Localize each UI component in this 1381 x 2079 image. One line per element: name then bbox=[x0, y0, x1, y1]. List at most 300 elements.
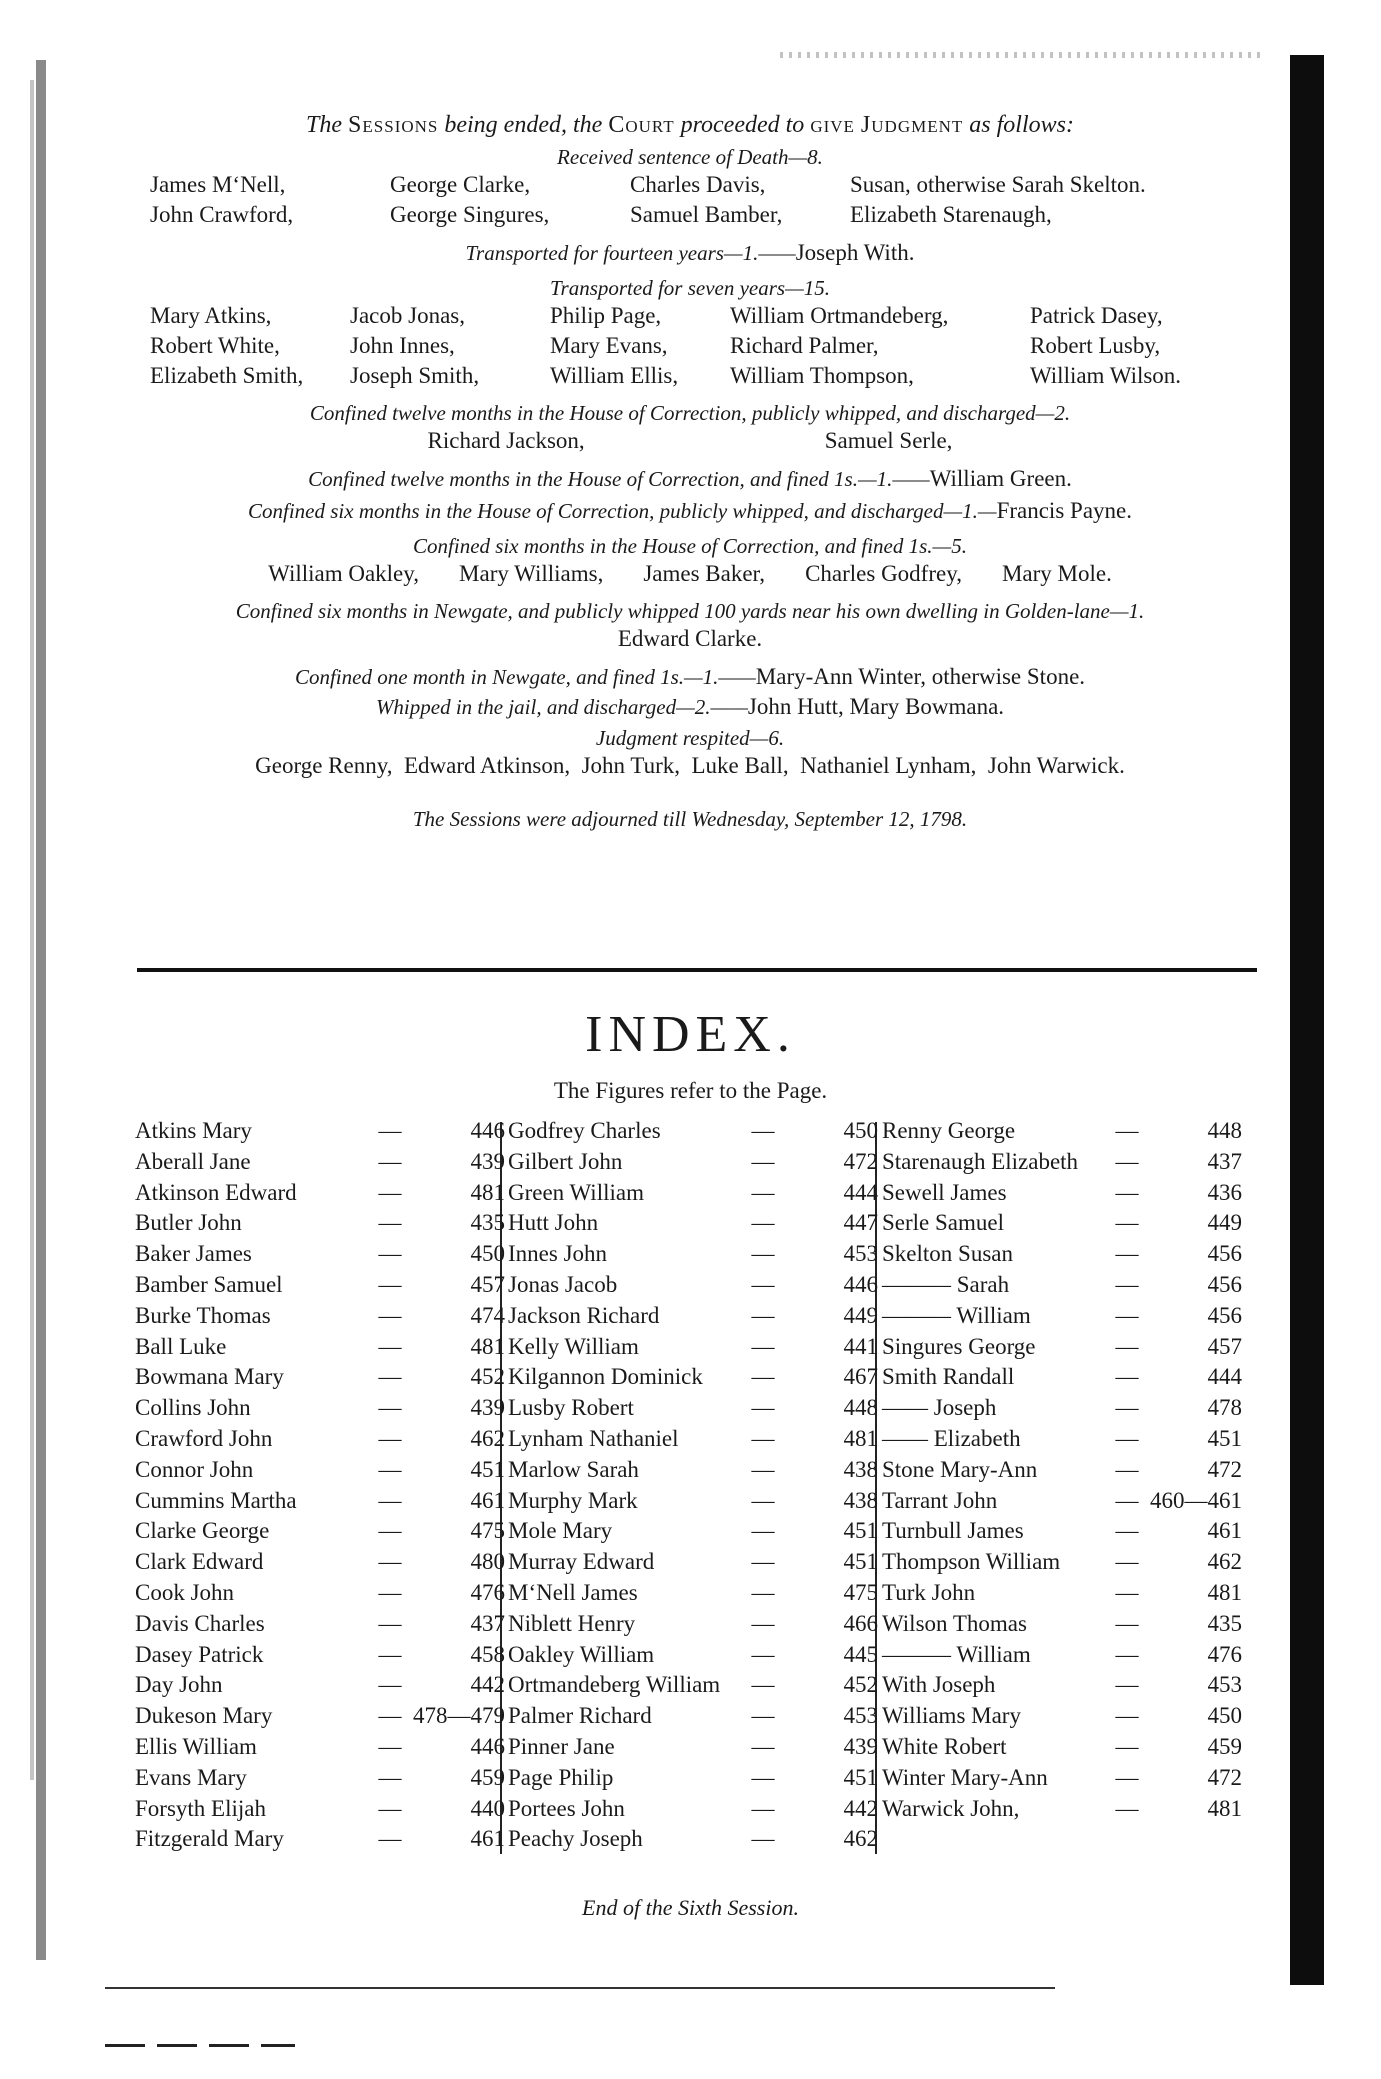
index-entry-page: 481 bbox=[843, 1425, 878, 1451]
index-entry-page: 476 bbox=[1207, 1641, 1242, 1667]
index-entry-name: Butler John bbox=[135, 1210, 242, 1236]
index-entry-page: 466 bbox=[843, 1610, 878, 1636]
sentence-death-label: Received sentence of Death—8. bbox=[557, 145, 823, 169]
index-entry bbox=[508, 1765, 878, 1796]
index-entry-page: 447 bbox=[843, 1210, 878, 1236]
index-entry-dash: — bbox=[1115, 1795, 1139, 1821]
section-divider bbox=[137, 968, 1257, 972]
index-entry-page: 480 bbox=[470, 1549, 505, 1575]
index-entry bbox=[135, 1611, 505, 1642]
convict-name: Charles Godfrey, bbox=[805, 561, 962, 586]
index-entry bbox=[882, 1210, 1242, 1241]
index-entry-dash: — bbox=[378, 1179, 402, 1205]
convict-name: Elizabeth Smith, bbox=[150, 363, 304, 388]
index-entry-page: 481 bbox=[1207, 1579, 1242, 1605]
index-entry bbox=[135, 1703, 505, 1734]
index-entry-name: Winter Mary-Ann bbox=[882, 1764, 1048, 1790]
end-of-session-text: End of the Sixth Session. bbox=[582, 1895, 799, 1920]
index-entry-name: Burke Thomas bbox=[135, 1302, 271, 1328]
index-entry bbox=[135, 1210, 505, 1241]
convict-name: William Wilson. bbox=[1030, 363, 1182, 388]
sentence-newgate6-label: Confined six months in Newgate, and publicly whipped 100 yards near his own dwelling in Golden-lane—1. bbox=[235, 599, 1145, 623]
index-entry-dash: — bbox=[751, 1826, 775, 1852]
convict-name: George Clarke, bbox=[390, 172, 531, 197]
convict-name: George Singures, bbox=[390, 202, 550, 227]
index-entry-dash: — bbox=[751, 1579, 775, 1605]
index-entry bbox=[508, 1149, 878, 1180]
index-entry-page: 456 bbox=[1207, 1271, 1242, 1297]
index-entry-name: Connor John bbox=[135, 1456, 254, 1482]
index-entry-name: Clark Edward bbox=[135, 1549, 264, 1575]
index-entry bbox=[882, 1488, 1242, 1519]
index-entry-dash: — bbox=[378, 1518, 402, 1544]
index-entry-dash: — bbox=[1115, 1333, 1139, 1359]
convict-name: Joseph Smith, bbox=[350, 363, 480, 388]
index-entry-dash: — bbox=[378, 1826, 402, 1852]
index-entry-name: Ball Luke bbox=[135, 1333, 227, 1359]
index-entry-name: Palmer Richard bbox=[508, 1703, 652, 1729]
index-entry-page: 451 bbox=[470, 1456, 505, 1482]
index-entry bbox=[508, 1488, 878, 1519]
index-entry bbox=[135, 1549, 505, 1580]
index-entry-page: 445 bbox=[843, 1641, 878, 1667]
index-entry-name: Bamber Samuel bbox=[135, 1271, 283, 1297]
index-entry bbox=[135, 1642, 505, 1673]
index-entry-dash: — bbox=[751, 1795, 775, 1821]
index-entry-name: ——— William bbox=[882, 1302, 1031, 1328]
index-subtitle: The Figures refer to the Page. bbox=[553, 1078, 828, 1103]
index-entry-page: 451 bbox=[1207, 1425, 1242, 1451]
convict-name: James M‘Nell, bbox=[150, 172, 286, 197]
index-entry-name: —— Elizabeth bbox=[882, 1425, 1021, 1451]
index-entry bbox=[508, 1734, 878, 1765]
index-entry-dash: — bbox=[751, 1518, 775, 1544]
convict-name: Patrick Dasey, bbox=[1030, 303, 1163, 328]
index-entry-dash: — bbox=[751, 1179, 775, 1205]
index-entry-name: Mole Mary bbox=[508, 1518, 613, 1544]
index-entry bbox=[882, 1334, 1242, 1365]
index-entry bbox=[508, 1210, 878, 1241]
index-entry-dash: — bbox=[751, 1333, 775, 1359]
index-entry-dash: — bbox=[378, 1764, 402, 1790]
index-entry-page: 476 bbox=[470, 1579, 505, 1605]
index-entry bbox=[882, 1580, 1242, 1611]
index-entry bbox=[135, 1180, 505, 1211]
index-entry-page: 451 bbox=[843, 1764, 878, 1790]
index-entry-name: Cummins Martha bbox=[135, 1487, 297, 1513]
convict-name: Mary Evans, bbox=[550, 333, 668, 358]
sentence-transported-7-label: Transported for seven years—15. bbox=[550, 276, 830, 300]
index-entry-name: Murphy Mark bbox=[508, 1487, 638, 1513]
index-entry-page: 438 bbox=[843, 1456, 878, 1482]
index-entry-dash: — bbox=[378, 1333, 402, 1359]
index-entry-name: Turnbull James bbox=[882, 1518, 1024, 1544]
index-entry-page: 453 bbox=[843, 1703, 878, 1729]
index-entry-page: 457 bbox=[1207, 1333, 1242, 1359]
convict-name: Robert White, bbox=[150, 333, 280, 358]
index-entry-page: 442 bbox=[470, 1672, 505, 1698]
index-entry-name: Ellis William bbox=[135, 1733, 257, 1759]
index-entry-page: 451 bbox=[843, 1518, 878, 1544]
index-entry-page: 439 bbox=[470, 1395, 505, 1421]
index-entry-name: Wilson Thomas bbox=[882, 1610, 1027, 1636]
index-entry-page: 472 bbox=[1207, 1764, 1242, 1790]
index-entry bbox=[508, 1580, 878, 1611]
index-entry-dash: — bbox=[378, 1733, 402, 1759]
index-entry-name: Thompson William bbox=[882, 1549, 1061, 1575]
index-entry-page: 435 bbox=[1207, 1610, 1242, 1636]
index-entry-name: Stone Mary-Ann bbox=[882, 1456, 1038, 1482]
index-entry-page: 461 bbox=[470, 1826, 505, 1852]
index-entry bbox=[135, 1303, 505, 1334]
index-entry bbox=[135, 1457, 505, 1488]
index-entry bbox=[882, 1149, 1242, 1180]
convict-name: Elizabeth Starenaugh, bbox=[850, 202, 1052, 227]
index-entry-page: 446 bbox=[470, 1733, 505, 1759]
index-entry-page: 475 bbox=[470, 1518, 505, 1544]
index-entry bbox=[882, 1457, 1242, 1488]
index-entry bbox=[135, 1149, 505, 1180]
index-entry-page: 467 bbox=[843, 1364, 878, 1390]
index-entry-page: 474 bbox=[470, 1302, 505, 1328]
index-entry-name: Kilgannon Dominick bbox=[508, 1364, 703, 1390]
index-entry-dash: — bbox=[1115, 1733, 1139, 1759]
index-entry bbox=[508, 1426, 878, 1457]
index-entry bbox=[135, 1580, 505, 1611]
index-entry-name: Peachy Joseph bbox=[508, 1826, 643, 1852]
index-entry-page: 437 bbox=[470, 1610, 505, 1636]
sentence-respited-names: George Renny, Edward Atkinson, John Turk, Luke Ball, Nathaniel Lynham, John Warwick. bbox=[255, 753, 1125, 778]
index-entry-page: 446 bbox=[843, 1271, 878, 1297]
index-entry bbox=[882, 1180, 1242, 1211]
index-entry-page: 461 bbox=[1207, 1518, 1242, 1544]
index-entry-page: 472 bbox=[843, 1148, 878, 1174]
index-entry bbox=[135, 1241, 505, 1272]
index-entry-dash: — bbox=[751, 1456, 775, 1482]
index-entry-page: 435 bbox=[470, 1210, 505, 1236]
sentence-confined12-whipped-names bbox=[140, 426, 1240, 456]
index-column-1 bbox=[135, 1118, 505, 1857]
index-entry-dash: — bbox=[1115, 1579, 1139, 1605]
sentence-confined6-fined-label: Confined six months in the House of Correction, and fined 1s.—5. bbox=[413, 534, 967, 558]
convict-name: James Baker, bbox=[643, 561, 766, 586]
index-entry-dash: — bbox=[751, 1610, 775, 1636]
index-entry-dash: — bbox=[378, 1364, 402, 1390]
index-entry-dash: — bbox=[378, 1118, 402, 1143]
index-entry-name: Green William bbox=[508, 1179, 644, 1205]
convict-name: Samuel Serle, bbox=[824, 428, 953, 453]
index-entry-name: With Joseph bbox=[882, 1672, 996, 1698]
index-entry-name: Smith Randall bbox=[882, 1364, 1015, 1390]
index-entry-dash: — bbox=[378, 1456, 402, 1482]
index-entry bbox=[135, 1118, 505, 1149]
index-column-3 bbox=[882, 1118, 1242, 1826]
index-entry-name: Crawford John bbox=[135, 1425, 273, 1451]
judgment-section bbox=[140, 112, 1240, 832]
index-entry-dash: — bbox=[751, 1641, 775, 1667]
index-entry-name: Sewell James bbox=[882, 1179, 1007, 1205]
index-entry bbox=[508, 1826, 878, 1857]
convict-name: Robert Lusby, bbox=[1030, 333, 1161, 358]
index-entry bbox=[882, 1703, 1242, 1734]
index-entry bbox=[882, 1426, 1242, 1457]
sentence-confined12-fined: Confined twelve months in the House of Correction, and fined 1s.—1.——William Green. bbox=[308, 466, 1072, 491]
index-entry-page: 472 bbox=[1207, 1456, 1242, 1482]
index-entry-dash: — bbox=[1115, 1672, 1139, 1698]
index-entry-dash: — bbox=[1115, 1302, 1139, 1328]
index-entry bbox=[135, 1395, 505, 1426]
index-entry bbox=[882, 1642, 1242, 1673]
index-entry-name: ——— William bbox=[882, 1641, 1031, 1667]
index-entry-page: 458 bbox=[470, 1641, 505, 1667]
index-entry-page: 481 bbox=[470, 1333, 505, 1359]
judgment-heading: The Sessions being ended, the Court proceeded to give Judgment as follows: bbox=[306, 112, 1074, 138]
index-entry bbox=[135, 1826, 505, 1857]
index-entry-dash: — bbox=[1115, 1641, 1139, 1667]
index-entry-page: 460—461 bbox=[1150, 1487, 1242, 1513]
convict-name: John Crawford, bbox=[150, 202, 294, 227]
index-entry-name: Bowmana Mary bbox=[135, 1364, 284, 1390]
index-entry-page: 444 bbox=[1207, 1364, 1242, 1390]
index-entry-name: Collins John bbox=[135, 1395, 251, 1421]
index-entry-name: Atkinson Edward bbox=[135, 1179, 297, 1205]
index-entry-name: Innes John bbox=[508, 1241, 608, 1267]
index-entry-name: Hutt John bbox=[508, 1210, 599, 1236]
convict-name: Susan, otherwise Sarah Skelton. bbox=[850, 172, 1146, 197]
index-entry-dash: — bbox=[1115, 1487, 1139, 1513]
index-entry-page: 478—479 bbox=[413, 1703, 505, 1729]
convict-name: Richard Jackson, bbox=[427, 428, 585, 453]
index-entry bbox=[135, 1734, 505, 1765]
index-entry-name: Aberall Jane bbox=[135, 1148, 251, 1174]
sentence-confined12-whipped-label: Confined twelve months in the House of Correction, publicly whipped, and discharged—2. bbox=[309, 401, 1071, 425]
index-entry-dash: — bbox=[378, 1148, 402, 1174]
index-entry-page: 450 bbox=[1207, 1703, 1242, 1729]
index-entry-name: White Robert bbox=[882, 1733, 1007, 1759]
index-entry-dash: — bbox=[751, 1271, 775, 1297]
index-entry-page: 449 bbox=[1207, 1210, 1242, 1236]
index-entry-page: 462 bbox=[470, 1425, 505, 1451]
index-entry-page: 437 bbox=[1207, 1148, 1242, 1174]
index-entry-name: Marlow Sarah bbox=[508, 1456, 639, 1482]
index-entry-name: Skelton Susan bbox=[882, 1241, 1013, 1267]
index-entry-name: Gilbert John bbox=[508, 1148, 623, 1174]
index-entry-dash: — bbox=[378, 1795, 402, 1821]
index-entry-page: 475 bbox=[843, 1579, 878, 1605]
convict-name: Mary Mole. bbox=[1001, 561, 1112, 586]
index-entry bbox=[135, 1672, 505, 1703]
index-entry-page: 441 bbox=[843, 1333, 878, 1359]
bottom-rule bbox=[105, 1987, 1055, 1989]
index-entry bbox=[882, 1672, 1242, 1703]
index-entry-page: 440 bbox=[470, 1795, 505, 1821]
index-entry-dash: — bbox=[378, 1425, 402, 1451]
index-entry-name: Lusby Robert bbox=[508, 1395, 634, 1421]
index-entry-dash: — bbox=[751, 1425, 775, 1451]
index-entry bbox=[135, 1364, 505, 1395]
index-entry bbox=[508, 1642, 878, 1673]
index-entry bbox=[135, 1334, 505, 1365]
index-entry-page: 448 bbox=[843, 1395, 878, 1421]
sentence-death-names bbox=[150, 170, 1240, 230]
index-entry-name: Clarke George bbox=[135, 1518, 270, 1544]
index-entry bbox=[508, 1611, 878, 1642]
index-entry-page: 481 bbox=[1207, 1795, 1242, 1821]
index-entry bbox=[882, 1303, 1242, 1334]
sentence-newgate6-name: Edward Clarke. bbox=[617, 626, 763, 651]
index-entry-page: 452 bbox=[470, 1364, 505, 1390]
index-entry bbox=[508, 1241, 878, 1272]
index-entry-name: Davis Charles bbox=[135, 1610, 265, 1636]
index-entry-name: Fitzgerald Mary bbox=[135, 1826, 284, 1852]
index-entry-page: 442 bbox=[843, 1795, 878, 1821]
index-entry-page: 462 bbox=[1207, 1549, 1242, 1575]
adjournment-notice: The Sessions were adjourned till Wednesday, September 12, 1798. bbox=[412, 807, 968, 831]
index-entry bbox=[882, 1395, 1242, 1426]
index-entry-name: Jackson Richard bbox=[508, 1302, 660, 1328]
convict-name: Richard Palmer, bbox=[730, 333, 879, 358]
index-entry-page: 459 bbox=[1207, 1733, 1242, 1759]
index-entry-page: 456 bbox=[1207, 1302, 1242, 1328]
index-entry-dash: — bbox=[1115, 1118, 1139, 1143]
convict-name: William Ellis, bbox=[550, 363, 679, 388]
index-entry bbox=[508, 1395, 878, 1426]
index-entry-dash: — bbox=[751, 1364, 775, 1390]
index-entry-page: 459 bbox=[470, 1764, 505, 1790]
index-entry-name: Niblett Henry bbox=[508, 1610, 636, 1636]
index-entry-dash: — bbox=[1115, 1395, 1139, 1421]
index-entry-dash: — bbox=[378, 1302, 402, 1328]
index-entry-page: 450 bbox=[843, 1118, 878, 1143]
index-entry-name: ——— Sarah bbox=[882, 1271, 1010, 1297]
index-entry-name: M‘Nell James bbox=[508, 1579, 638, 1605]
index-entry-name: Baker James bbox=[135, 1241, 252, 1267]
index-entry-name: Warwick John, bbox=[882, 1795, 1020, 1821]
index-entry bbox=[135, 1272, 505, 1303]
index-entry-dash: — bbox=[1115, 1271, 1139, 1297]
index-entry-dash: — bbox=[1115, 1241, 1139, 1267]
index-entry bbox=[882, 1118, 1242, 1149]
index-entry-name: Williams Mary bbox=[882, 1703, 1021, 1729]
index-entry-dash: — bbox=[751, 1302, 775, 1328]
index-entry-dash: — bbox=[378, 1241, 402, 1267]
index-entry-page: 453 bbox=[843, 1241, 878, 1267]
index-entry-dash: — bbox=[1115, 1764, 1139, 1790]
index-entry-dash: — bbox=[1115, 1549, 1139, 1575]
sentence-whipped-jail: Whipped in the jail, and discharged—2.——John Hutt, Mary Bowmana. bbox=[375, 694, 1005, 719]
index-entry bbox=[508, 1672, 878, 1703]
index-entry bbox=[508, 1518, 878, 1549]
index-entry-dash: — bbox=[1115, 1210, 1139, 1236]
index-entry bbox=[882, 1272, 1242, 1303]
sentence-transported-14: Transported for fourteen years—1.——Joseph With. bbox=[465, 240, 915, 265]
index-entry-dash: — bbox=[378, 1210, 402, 1236]
convict-name: Samuel Bamber, bbox=[630, 202, 783, 227]
index-entry bbox=[882, 1734, 1242, 1765]
index-entry-page: 449 bbox=[843, 1302, 878, 1328]
convict-name: Jacob Jonas, bbox=[350, 303, 465, 328]
index-entry-dash: — bbox=[1115, 1456, 1139, 1482]
index-entry-page: 452 bbox=[843, 1672, 878, 1698]
sentence-transported-7-names bbox=[150, 301, 1240, 391]
convict-name: William Ortmandeberg, bbox=[730, 303, 949, 328]
index-entry bbox=[135, 1796, 505, 1827]
index-entry bbox=[508, 1796, 878, 1827]
index-entry bbox=[508, 1457, 878, 1488]
index-entry bbox=[508, 1118, 878, 1149]
index-entry-dash: — bbox=[751, 1118, 775, 1143]
index-entry-page: 444 bbox=[843, 1179, 878, 1205]
index-entry-dash: — bbox=[751, 1395, 775, 1421]
convict-name: Mary Atkins, bbox=[150, 303, 272, 328]
convict-name: John Innes, bbox=[350, 333, 455, 358]
index-entry bbox=[882, 1364, 1242, 1395]
index-entry-name: Renny George bbox=[882, 1118, 1016, 1143]
sentence-newgate1: Confined one month in Newgate, and fined 1s.—1.——Mary-Ann Winter, otherwise Stone. bbox=[294, 664, 1086, 689]
index-entry-page: 450 bbox=[470, 1241, 505, 1267]
index-entry bbox=[882, 1241, 1242, 1272]
index-entry-dash: — bbox=[751, 1487, 775, 1513]
index-entry bbox=[882, 1796, 1242, 1827]
index-entry bbox=[135, 1518, 505, 1549]
index-entry bbox=[508, 1549, 878, 1580]
index-entry-page: 436 bbox=[1207, 1179, 1242, 1205]
index-entry-page: 451 bbox=[843, 1549, 878, 1575]
index-entry-dash: — bbox=[751, 1549, 775, 1575]
index-entry-dash: — bbox=[751, 1148, 775, 1174]
index-entry-name: Murray Edward bbox=[508, 1549, 655, 1575]
index-entry bbox=[882, 1611, 1242, 1642]
index-entry-name: Jonas Jacob bbox=[508, 1271, 618, 1297]
scan-top-noise bbox=[780, 52, 1260, 58]
index-entry-dash: — bbox=[378, 1549, 402, 1575]
index-entry-dash: — bbox=[751, 1210, 775, 1236]
index-entry bbox=[135, 1426, 505, 1457]
index-entry-dash: — bbox=[378, 1703, 402, 1729]
index-entry-dash: — bbox=[1115, 1179, 1139, 1205]
index-title: INDEX. bbox=[585, 1006, 796, 1063]
index-entry-dash: — bbox=[1115, 1425, 1139, 1451]
convict-name: William Oakley, bbox=[268, 561, 420, 586]
index-entry-page: 453 bbox=[1207, 1672, 1242, 1698]
index-entry-page: 439 bbox=[470, 1148, 505, 1174]
index-entry bbox=[882, 1765, 1242, 1796]
convict-name: Charles Davis, bbox=[630, 172, 766, 197]
index-entry bbox=[508, 1703, 878, 1734]
index-entry-name: Pinner Jane bbox=[508, 1733, 615, 1759]
index-entry-dash: — bbox=[751, 1241, 775, 1267]
index-entry-page: 446 bbox=[470, 1118, 505, 1143]
index-entry-name: —— Joseph bbox=[882, 1395, 997, 1421]
index-entry-dash: — bbox=[378, 1641, 402, 1667]
index-entry-name: Kelly William bbox=[508, 1333, 639, 1359]
index-entry-name: Ortmandeberg William bbox=[508, 1672, 721, 1698]
scan-binding-shadow-thin bbox=[30, 80, 34, 1780]
index-entry-page: 461 bbox=[470, 1487, 505, 1513]
convict-name: Philip Page, bbox=[550, 303, 662, 328]
index-entry bbox=[882, 1549, 1242, 1580]
index-entry-name: Godfrey Charles bbox=[508, 1118, 661, 1143]
convict-name: William Thompson, bbox=[730, 363, 914, 388]
index-entry-name: Evans Mary bbox=[135, 1764, 247, 1790]
index-entry-name: Cook John bbox=[135, 1579, 235, 1605]
sentence-confined6-whipped: Confined six months in the House of Correction, publicly whipped, and discharged—1.—Francis Payne. bbox=[248, 498, 1132, 523]
index-entry-dash: — bbox=[751, 1733, 775, 1759]
index-entry-name: Page Philip bbox=[508, 1764, 614, 1790]
index-entry-name: Dasey Patrick bbox=[135, 1641, 264, 1667]
bottom-rule-fragment bbox=[105, 2044, 295, 2047]
index-entry-page: 438 bbox=[843, 1487, 878, 1513]
